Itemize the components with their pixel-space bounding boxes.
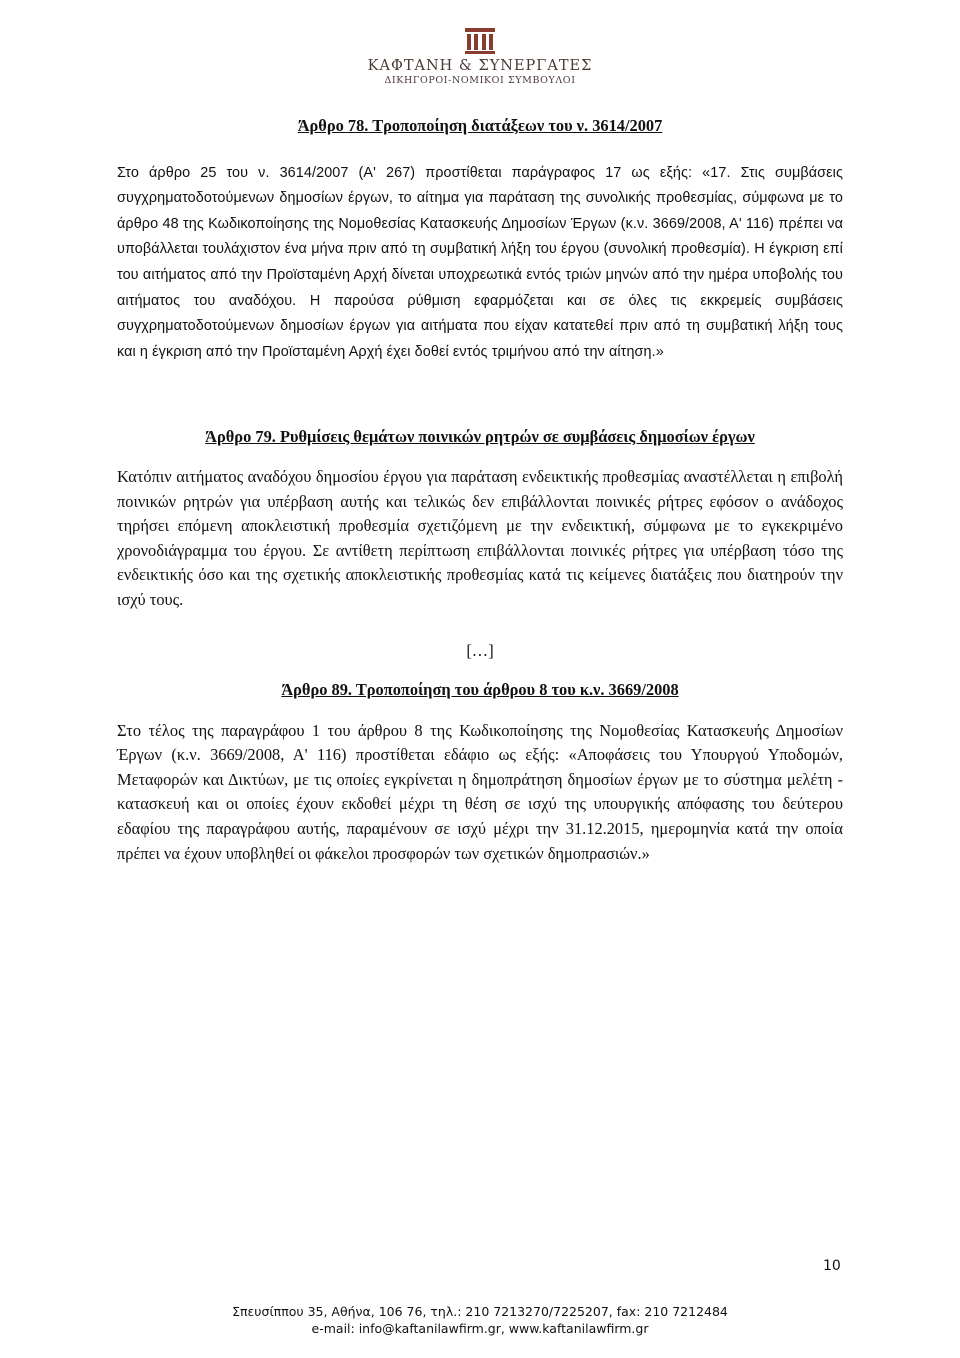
firm-name: ΚΑΦΤΑΝΗ & ΣΥΝΕΡΓΑΤΕΣ — [367, 58, 593, 74]
article-79-heading: Άρθρο 79. Ρυθμίσεις θεμάτων ποινικών ρητρών σε συμβάσεις δημοσίων έργων — [205, 427, 755, 447]
footer-contact: e-mail: info@kaftanilawfirm.gr, www.kaftanilawfirm.gr — [311, 1321, 649, 1336]
article-89-body: Στο τέλος της παραγράφου 1 του άρθρου 8 της Κωδικοποίησης της Νομοθεσίας Κατασκευής Δημοσίων Έργων (κ.ν. 3669/2008, Α' 116) προστίθεται εδάφιο ως εξής: «Αποφάσεις του Υπουργού Υποδομών, Μεταφορών και Δικτύων, με τις οποίες εγκρίνεται η δημοπράτηση δημοσίων έργων με το σύστημα μελέτη - κατασκευή και οι οποίες έχουν εκδοθεί μέχρι τη θέση σε ισχύ της υπουργικής απόφασης του δεύτερου εδαφίου της παραγράφου αυτής, παραμένουν σε ισχύ μέχρι την 31.12.2015, ημερομηνία κατά την οποία πρέπει να έχουν υποβληθεί οι φάκελοι προσφορών των σχετικών δημοπρασιών.» — [117, 720, 843, 863]
document-body — [117, 114, 843, 866]
article-78-closing: Η παρούσα ρύθμιση εφαρμόζεται και σε όλες τις εκκρεμείς συμβάσεις συγχρηματοδοτούμενων δημοσίων έργων για αιτήματα που είχαν κατατεθεί πριν από τη συμβατική λήξη τους και η έγκριση από την Προϊσταμένη Αρχή έχει δοθεί εντός τριμήνου από την αίτηση.» — [117, 292, 843, 360]
article-78-intro: Στο άρθρο 25 του ν. 3614/2007 (Α' 267) προστίθεται παράγραφος 17 ως εξής: «17. Στις συμβάσεις συγχρηματοδοτούμενων δημοσίων έργων, το αίτημα για παράταση της συνολικής προθεσμίας, σύμφωνα με το άρθρο 48 της Κωδικοποίησης της Νομοθεσίας Κατασκευής Δημοσίων Έργων (κ.ν. 3669/2008, Α' 116) πρέπει να υποβάλλεται τουλάχιστον ένα μήνα πριν από τη συμβατική λήξη του έργου (συνολική προθεσμία). — [117, 164, 843, 258]
firm-subtitle: ΔΙΚΗΓΟΡΟΙ-ΝΟΜΙΚΟΙ ΣΥΜΒΟΥΛΟΙ — [384, 75, 576, 86]
article-78-heading: Άρθρο 78. Τροποποίηση διατάξεων του ν. 3614/2007 — [297, 116, 663, 135]
footer — [0, 1303, 960, 1337]
letterhead — [0, 28, 960, 86]
article-78-text — [117, 160, 843, 365]
page-number: 10 — [823, 1258, 841, 1274]
omission-marker: […] — [466, 640, 494, 660]
article-78-continuation: Η έγκριση επί του αιτήματος από την Προϊσταμένη Αρχή δίνεται υποχρεωτικά εντός τριών μηνών από την ημέρα υποβολής του αιτήματος του αναδόχου. — [117, 241, 843, 309]
building-columns-icon — [465, 28, 495, 54]
article-79-body: Κατόπιν αιτήματος αναδόχου δημοσίου έργου για παράταση ενδεικτικής προθεσμίας αναστέλλεται η επιβολή ποινικών ρητρών για υπέρβαση αυτής και τελικώς δεν επιβάλλονται ποινικές ρήτρες εφόσον ο ανάδοχος τηρήσει επόμενη αποκλειστική προθεσμία σχετιζόμενη με την ενδεικτική, σύμφωνα με το εγκεκριμένο χρονοδιάγραμμα του έργου. Σε αντίθετη περίπτωση επιβάλλονται ποινικές ρήτρες για υπέρβαση τόσο της ενδεικτικής όσο και της σχετικής αποκλειστικής προθεσμίας κατά τις κείμενες διατάξεις που διατηρούν την ισχύ τους. — [117, 466, 843, 609]
footer-address: Σπευσίππου 35, Αθήνα, 106 76, τηλ.: 210 7213270/7225207, fax: 210 7212484 — [232, 1304, 728, 1319]
article-89-heading: Άρθρο 89. Τροποποίηση του άρθρου 8 του κ.ν. 3669/2008 — [281, 680, 679, 700]
